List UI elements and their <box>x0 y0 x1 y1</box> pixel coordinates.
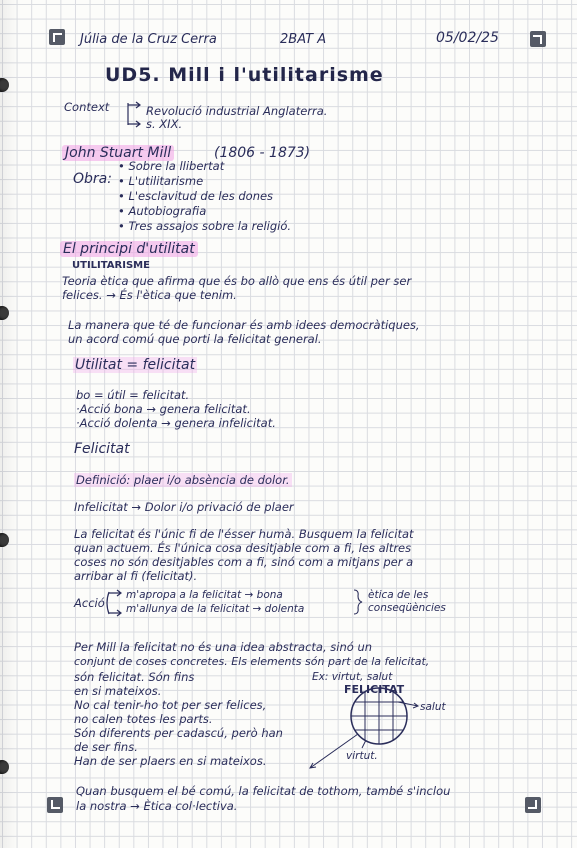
felicitat-heading: Felicitat <box>74 441 130 457</box>
author-years: (1806 - 1873) <box>214 145 311 161</box>
closing-line: Quan busquem el bé comú, la felicitat de tothom, també s'inclou <box>76 784 451 798</box>
infelicitat-line: Infelicitat → Dolor i/o privació de plaer <box>74 500 294 514</box>
text-line: felices. → És l'ètica que tenim. <box>62 288 237 302</box>
work-item: • L'esclavitud de les dones <box>118 189 274 203</box>
text-line: La manera que té de funcionar és amb idees democràtiques, <box>68 318 420 332</box>
date: 05/02/25 <box>436 30 499 46</box>
paragraph-line: quan actuem. És l'única cosa desitjable com a fi, les altres <box>74 541 412 555</box>
mill-line: conjunt de coses concretes. Els elements són part de la felicitat, <box>74 655 430 668</box>
paragraph-line: arribar al fi (felicitat). <box>74 569 198 583</box>
context-label: Context <box>64 100 110 114</box>
author-name: John Stuart Mill <box>62 146 174 160</box>
mill-line: són felicitat. Són fins <box>74 670 195 684</box>
closing-line: la nostra → Ètica col·lectiva. <box>76 799 238 813</box>
corner-mark-icon <box>525 797 541 813</box>
accio-label: Acció <box>74 596 105 610</box>
mill-line: en si mateixos. <box>74 684 162 698</box>
corner-mark-icon <box>49 29 65 45</box>
accio-item: m'apropa a la felicitat → bona <box>126 589 283 601</box>
text-line: ·Acció dolenta → genera infelicitat. <box>76 416 276 430</box>
accio-note: ètica de les <box>368 589 429 601</box>
curly-brace-icon <box>352 588 364 616</box>
text-line: Teoria ètica que afirma que és bo allò que ens és útil per ser <box>62 274 412 288</box>
bracket-arrow-icon <box>124 100 144 130</box>
accio-note: conseqüències <box>368 602 446 614</box>
text-line: ·Acció bona → genera felicitat. <box>76 402 251 416</box>
mill-line: de ser fins. <box>74 740 138 754</box>
page-title: UD5. Mill i l'utilitarisme <box>105 64 384 86</box>
happiness-diagram <box>300 690 440 780</box>
work-item: • Tres assajos sobre la religió. <box>118 219 292 233</box>
student-name: Júlia de la Cruz Cerra <box>80 32 217 47</box>
works-label: Obra: <box>73 171 112 187</box>
mill-line: no calen totes les parts. <box>74 712 213 726</box>
mill-line: Són diferents per cadascú, però han <box>74 726 283 740</box>
page-edge-shadow <box>0 0 18 848</box>
example-note: Ex: virtut, salut <box>312 671 393 683</box>
text-line: bo = útil = felicitat. <box>76 388 190 402</box>
diagram-title: FELICITAT <box>344 683 405 696</box>
diagram-label: salut <box>420 701 446 713</box>
context-item: Revolució industrial Anglaterra. <box>146 104 328 118</box>
work-item: • Autobiografia <box>118 204 207 218</box>
corner-mark-icon <box>47 797 63 813</box>
paragraph-line: coses no són desitjables com a fi, sinó com a mitjans per a <box>74 555 414 569</box>
mill-line: Per Mill la felicitat no és una idea abstracta, sinó un <box>74 640 373 654</box>
equation: Utilitat = felicitat <box>75 357 196 373</box>
mill-line: Han de ser plaers en si mateixos. <box>74 754 267 768</box>
paragraph-line: La felicitat és l'únic fi de l'ésser humà. Busquem la felicitat <box>74 527 414 541</box>
work-item: • Sobre la llibertat <box>118 159 225 173</box>
context-item: s. XIX. <box>146 117 183 131</box>
work-item: • L'utilitarisme <box>118 174 204 188</box>
corner-mark-icon <box>530 31 546 47</box>
bracket-arrow-icon <box>104 588 126 618</box>
definition: Definició: plaer i/o absència de dolor. <box>76 473 290 487</box>
section-subheading: UTILITARISME <box>72 260 150 271</box>
diagram-label: virtut. <box>346 750 378 762</box>
text-line: un acord comú que porti la felicitat general. <box>68 332 322 346</box>
accio-item: m'allunya de la felicitat → dolenta <box>126 603 305 615</box>
mill-line: No cal tenir-ho tot per ser felices, <box>74 698 267 712</box>
section-heading: El principi d'utilitat <box>60 242 198 256</box>
class-label: 2BAT A <box>280 32 327 47</box>
